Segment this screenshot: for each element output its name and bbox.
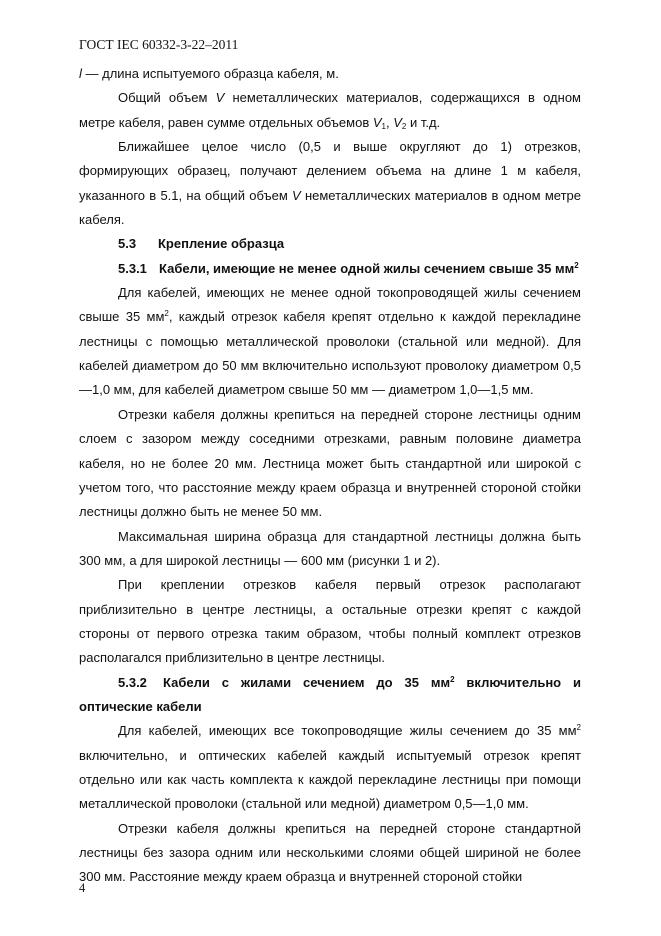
segment-count-text-a: Ближайшее целое число (0,5 и выше округляют до 1) отрезков, формирующих образец, получают делением объема на длине 1 м кабеля, указанного в 5.1, на общий объем — [79, 139, 581, 203]
volume-separator: , — [385, 114, 394, 130]
variable-v1: V — [372, 114, 382, 130]
section-heading-5-3-2 — [79, 671, 581, 720]
superscript-2: 2 — [164, 309, 169, 319]
variable-v: V — [215, 90, 225, 106]
total-volume-text-b: неметаллических материалов, содержащихся в одном метре кабеля, равен сумме отдельных объемов — [79, 90, 581, 130]
paragraph-segment-spacing: Отрезки кабеля должны крепиться на передней стороне лестницы одним слоем с зазором между соседними отрезками, равным половине диаметра кабеля, но не более 20 мм. Лестница может быть стандартной или широкой с учетом того, что расстояние между краем образца и внутренней стороной стойки лестницы должно быть не менее 50 мм. — [79, 406, 581, 520]
section-number: 5.3.1 — [118, 260, 147, 276]
variable-v: V — [292, 187, 301, 203]
variable-v2: V — [393, 114, 402, 130]
subscript-2: 2 — [401, 121, 407, 131]
superscript-2: 2 — [574, 260, 579, 270]
section-title: Кабели, имеющие не менее одной жилы сечением свыше 35 мм — [159, 260, 575, 276]
section-title: Крепление образца — [158, 236, 285, 252]
paragraph-max-width: Максимальная ширина образца для стандартной лестницы должна быть 300 мм, а для широкой лестницы — 600 мм (рисунки 1 и 2). — [79, 528, 581, 568]
superscript-2: 2 — [450, 674, 455, 684]
subscript-1: 1 — [381, 121, 386, 131]
paragraph-small-cable-fixing — [79, 719, 581, 816]
section-heading-5-3-1 — [79, 257, 581, 281]
section-number: 5.3 — [118, 236, 137, 252]
section-title-a: Кабели с жилами сечением до 35 мм — [163, 674, 451, 690]
paragraph-standard-ladder: Отрезки кабеля должны крепиться на передней стороне стандартной лестницы без зазора одним или несколькими слоями общей шириной не более 300 мм. Расстояние между краем образца и внутренней стороной стойки — [79, 820, 581, 885]
paragraph-length-definition — [79, 62, 581, 86]
section-heading-5-3 — [79, 232, 581, 256]
large-cable-text-b: , каждый отрезок кабеля крепят отдельно к каждой перекладине лестницы с помощью металлической проволоки (стальной или медной). Для кабелей диаметром до 50 мм включительно используют проволоку диаметром 0,5—1,0 мм, для кабелей диаметром свыше 50 мм — диаметром 1,0—1,5 мм. — [79, 309, 581, 398]
paragraph-segment-placement: При креплении отрезков кабеля первый отрезок располагают приблизительно в центре лестницы, а остальные отрезки крепят с каждой стороны от первого отрезка таким образом, чтобы полный комплект отрезков располагался приблизительно в центре лестницы. — [79, 577, 581, 666]
small-cable-text-a: Для кабелей, имеющих все токопроводящие жилы сечением до 35 мм — [118, 723, 577, 739]
page-number: 4 — [79, 881, 86, 895]
paragraph-large-cable-fixing — [79, 281, 581, 403]
superscript-2: 2 — [576, 723, 581, 733]
paragraph-segment-count — [79, 135, 581, 232]
large-cable-text-a: Для кабелей, имеющих не менее одной токопроводящей жилы сечением свыше 35 мм — [79, 285, 581, 325]
paragraph-total-volume — [79, 86, 581, 135]
variable-l: l — [79, 66, 82, 81]
document-header: ГОСТ IEC 60332-3-22–2011 — [79, 37, 239, 52]
length-definition-text: — длина испытуемого образца кабеля, м. — [81, 66, 339, 81]
section-title-b: включительно и оптические кабели — [79, 674, 581, 714]
total-volume-text-a: Общий объем — [118, 90, 216, 106]
segment-count-text-b: неметаллических материалов в одном метре кабеля. — [79, 187, 581, 228]
page-body — [79, 62, 581, 890]
section-number: 5.3.2 — [118, 674, 147, 690]
total-volume-text-c: и т.д. — [406, 114, 441, 130]
small-cable-text-b: включительно, и оптических кабелей каждый испытуемый отрезок крепят отдельно или как часть комплекта к каждой перекладине лестницы при помощи металлической проволоки (стальной или медной) диаметром 0,5—1,0 мм. — [79, 747, 581, 812]
